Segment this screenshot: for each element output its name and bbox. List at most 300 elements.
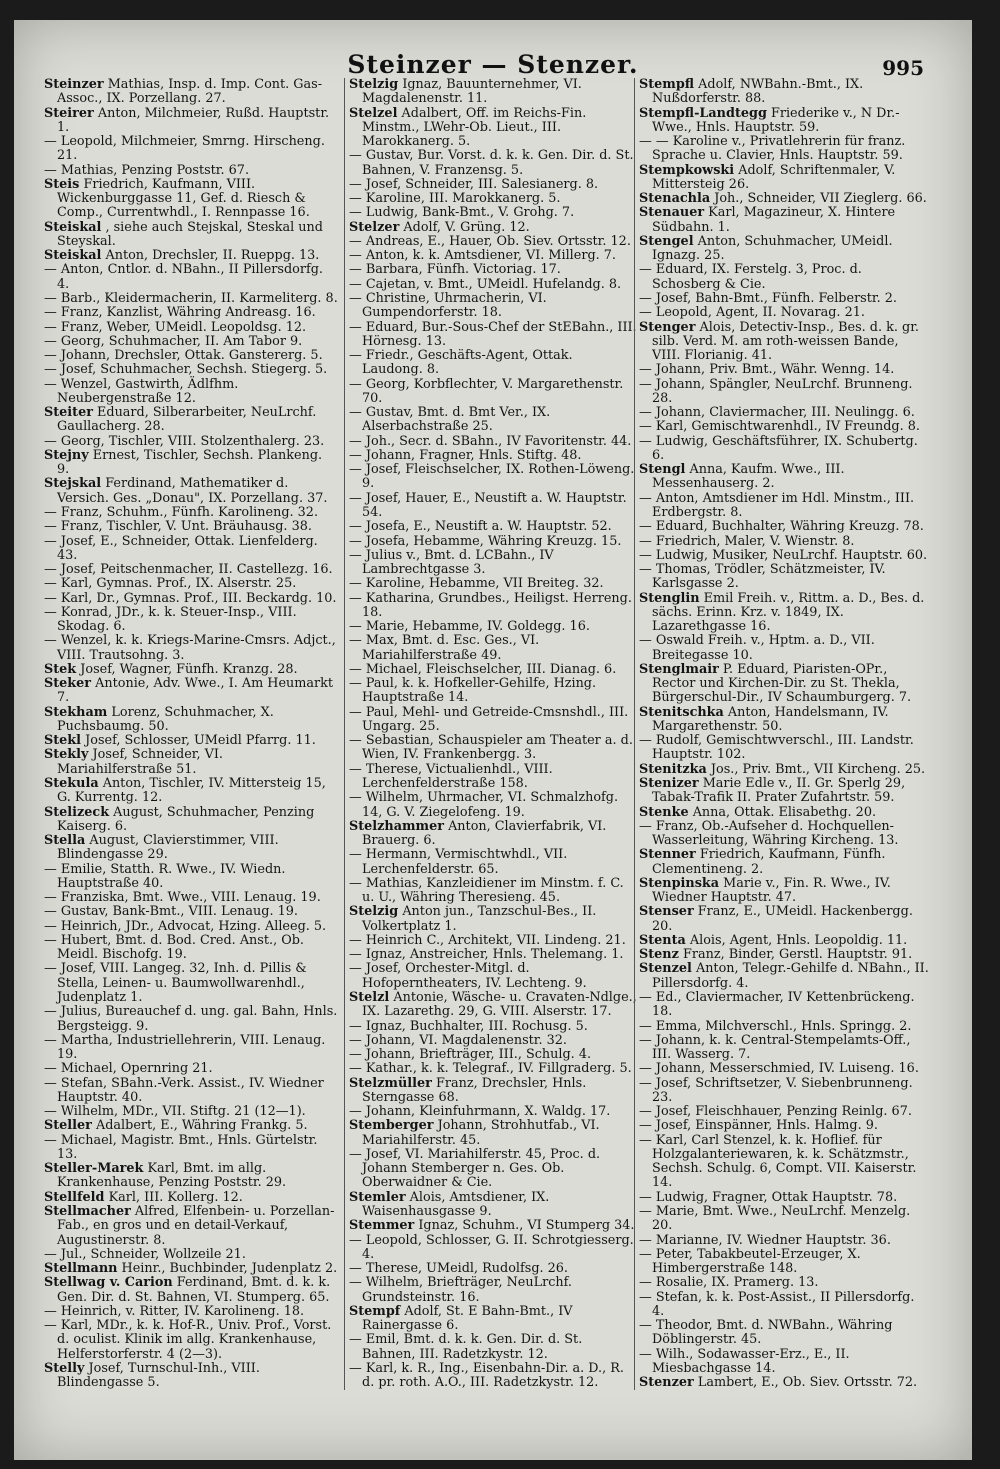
entry-text: — Anton, Cntlor. d. NBahn., II Pillersdorfg. 4. — [44, 262, 323, 292]
directory-entry — [349, 877, 637, 906]
directory-entry — [639, 1348, 929, 1377]
entry-text: — Karl, Carl Stenzel, k. k. Hoflief. für Holzgalanteriewaren, k. k. Schätzmstr., Sechsh. Schulg. 6, Compt. VII. Kaiserstr. 14. — [639, 1132, 917, 1191]
entry-text: — Wilhelm, Uhrmacher, VI. Schmalzhofg. 14, G. V. Ziegelofeng. 19. — [349, 790, 619, 820]
directory-entry — [639, 378, 929, 407]
entry-text: — Friedrich, Maler, V. Wienstr. 8. — [639, 533, 855, 549]
entry-text: Anton, Tischler, IV. Mittersteig 15, G. Kurrentg. 12. — [57, 776, 326, 806]
directory-entry — [639, 1234, 929, 1248]
entry-text: Adalbert, E., Währing Frankg. 5. — [95, 1118, 308, 1134]
directory-entry — [349, 492, 637, 521]
directory-entry — [44, 777, 338, 806]
entry-text: — Franz, Weber, UMeidl. Leopoldsg. 12. — [44, 319, 307, 335]
entry-text: — Johann, Drechsler, Ottak. Ganstererg. 5. — [44, 348, 323, 364]
entry-text: Anton, Handelsmann, IV. Margarethenstr. 50. — [652, 704, 889, 734]
entry-text: — Johann, Messerschmied, IV. Luiseng. 16. — [639, 1061, 919, 1077]
column-1 — [44, 78, 338, 1390]
entry-text: , siehe auch Stejskal, Steskal und Steyskal. — [57, 219, 323, 249]
entry-text: Franz, Binder, Gerstl. Hauptstr. 91. — [682, 947, 913, 963]
entry-text: Franz, Drechsler, Hnls. Sterngasse 68. — [362, 1075, 587, 1105]
directory-entry — [349, 349, 637, 378]
directory-entry — [349, 1077, 637, 1106]
entry-surname: Stenglin — [639, 590, 700, 606]
directory-entry — [44, 863, 338, 892]
entry-text: — Ed., Claviermacher, IV Kettenbrückeng. 18. — [639, 990, 915, 1020]
directory-entry — [349, 235, 637, 249]
directory-entry — [44, 1362, 338, 1391]
directory-entry — [349, 535, 637, 549]
directory-entry — [639, 363, 929, 377]
directory-entry — [44, 306, 338, 320]
directory-entry — [349, 1191, 637, 1220]
directory-entry — [639, 1205, 929, 1234]
column-3 — [634, 78, 929, 1390]
entry-text: — Cajetan, v. Bmt., UMeidl. Hufelandg. 8. — [349, 276, 622, 292]
entry-surname: Steller-Marek — [44, 1161, 144, 1177]
entry-surname: Stenglmair — [639, 661, 719, 677]
directory-entry — [44, 1305, 338, 1319]
entry-text: — Julius v., Bmt. d. LCBahn., IV Lambrechtgasse 3. — [349, 547, 554, 578]
directory-entry — [44, 663, 338, 677]
directory-entry — [44, 292, 338, 306]
entry-text: — Sebastian, Schauspieler am Theater a. d. Wien, IV. Frankenbergg. 3. — [349, 733, 633, 763]
entry-text: — Eduard, Bur.-Sous-Chef der StEBahn., III. Hörnesg. 13. — [349, 319, 637, 349]
directory-entry — [349, 1020, 637, 1034]
directory-entry — [639, 463, 929, 492]
entry-text: Josef, Turnschul-Inh., VIII. Blindengasse 5. — [57, 1360, 260, 1391]
entry-text: — Karoline, III. Marokkanerg. 5. — [349, 191, 561, 207]
directory-entry — [44, 506, 338, 520]
entry-surname: Stenger — [639, 319, 696, 335]
entry-text: Ferdinand, Mathematiker d. Versich. Ges. „Donau", IX. Porzellang. 37. — [57, 476, 328, 506]
directory-entry — [639, 763, 929, 777]
entry-text: — Konrad, JDr., k. k. Steuer-Insp., VIII. Skodag. 6. — [44, 604, 297, 635]
entry-text: — Therese, UMeidl, Rudolfsg. 26. — [349, 1261, 569, 1277]
entry-text: Lambert, E., Ob. Siev. Ortsstr. 72. — [697, 1375, 918, 1391]
directory-entry — [639, 1319, 929, 1348]
entry-text: — Karl, Gemischtwarenhdl., IV Freundg. 8. — [639, 419, 920, 435]
entry-text: Mathias, Insp. d. Imp. Cont. Gas-Assoc., IX. Porzellang. 27. — [57, 77, 323, 107]
directory-entry — [44, 734, 338, 748]
directory-entry — [639, 1376, 929, 1390]
entry-text: — Joh., Secr. d. SBahn., IV Favoritenstr. 44. — [349, 433, 632, 449]
directory-entry — [349, 577, 637, 591]
directory-entry — [349, 1262, 637, 1276]
directory-entry — [639, 592, 929, 635]
directory-entry — [639, 706, 929, 735]
entry-text: Alois, Amtsdiener, IX. Waisenhausgasse 9. — [362, 1189, 550, 1219]
directory-entry — [44, 349, 338, 363]
entry-text: — Marie, Bmt. Wwe., NeuLrchf. Menzelg. 20. — [639, 1203, 911, 1234]
entry-text: Adolf, NWBahn.-Bmt., IX. Nußdorferstr. 88. — [652, 77, 864, 107]
entry-text: — Emilie, Statth. R. Wwe., IV. Wiedn. Hauptstraße 40. — [44, 861, 286, 891]
directory-entry — [44, 321, 338, 335]
entry-text: — Anton, k. k. Amtsdiener, VI. Millerg. 7. — [349, 248, 616, 264]
directory-entry — [44, 1248, 338, 1262]
entry-text: — Johann, VI. Magdalenenstr. 32. — [349, 1032, 567, 1048]
directory-entry — [44, 1262, 338, 1276]
entry-text: Anton, Schuhmacher, UMeidl. Ignazg. 25. — [652, 233, 893, 264]
directory-entry — [349, 249, 637, 263]
directory-entry — [639, 406, 929, 420]
directory-entry — [639, 1020, 929, 1034]
entry-text: — Josef, Fleischhauer, Penzing Reinlg. 67. — [639, 1104, 912, 1120]
directory-entry — [349, 763, 637, 792]
directory-entry — [44, 891, 338, 905]
directory-entry — [44, 563, 338, 577]
entry-surname: Stenizer — [639, 776, 699, 792]
entry-text: — Rosalie, IX. Pramerg. 13. — [639, 1275, 819, 1291]
directory-entry — [349, 206, 637, 220]
entry-surname: Stenitschka — [639, 704, 724, 720]
page-number: 995 — [882, 56, 924, 80]
directory-entry — [44, 577, 338, 591]
entry-text: — Josef, VIII. Langeg. 32, Inh. d. Pillis & Stella, Leinen- u. Baumwollwarenhdl., Judenplatz 1. — [44, 961, 307, 1005]
entry-text: Marie Edle v., II. Gr. Sperlg 29, Tabak-Trafik II. Prater Zufahrtstr. 59. — [652, 776, 906, 806]
entry-text: — Johann, Kleinfuhrmann, X. Waldg. 17. — [349, 1104, 611, 1120]
entry-text: Alois, Detectiv-Insp., Bes. d. k. gr. silb. Verd. M. am roth-weissen Bande, VIII. Florianig. 41. — [652, 319, 919, 364]
directory-entry — [639, 1105, 929, 1119]
entry-text: — Josef, Schuhmacher, Sechsh. Stiegerg. 5. — [44, 362, 328, 378]
entry-surname: Stelizeck — [44, 804, 110, 820]
entry-text: — Wilh., Sodawasser-Erz., E., II. Miesbachgasse 14. — [639, 1346, 850, 1376]
entry-surname: Stenauer — [639, 205, 705, 221]
entry-text: — Kathar., k. k. Telegraf., IV. Fillgraderg. 5. — [349, 1061, 632, 1077]
entry-text: — Emil, Bmt. d. k. k. Gen. Dir. d. St. Bahnen, III. Radetzkystr. 12. — [349, 1332, 583, 1362]
entry-text: — Mathias, Penzing Poststr. 67. — [44, 162, 250, 178]
entry-text: — Franziska, Bmt. Wwe., VIII. Lenaug. 19. — [44, 890, 321, 906]
entry-text: — Johann, k. k. Central-Stempelamts-Off., III. Wasserg. 7. — [639, 1032, 911, 1063]
directory-entry — [349, 1362, 637, 1391]
directory-entry — [44, 535, 338, 564]
directory-entry — [44, 806, 338, 835]
entry-text: — Josefa, E., Neustift a. W. Hauptstr. 52. — [349, 519, 612, 535]
entry-text: Karl, Magazineur, X. Hintere Südbahn. 1. — [652, 205, 896, 235]
entry-surname: Steiter — [44, 405, 93, 421]
directory-entry — [349, 592, 637, 621]
entry-text: — Georg, Korbflechter, V. Margarethenstr. 70. — [349, 376, 624, 406]
entry-surname: Stelly — [44, 1360, 85, 1376]
entry-surname: Stempf — [349, 1303, 401, 1319]
entry-surname: Stella — [44, 833, 86, 849]
directory-entry — [349, 278, 637, 292]
entry-surname: Stenz — [639, 947, 679, 963]
entry-surname: Stejskal — [44, 476, 102, 492]
entry-surname: Stekl — [44, 733, 82, 749]
directory-entry — [639, 306, 929, 320]
directory-entry — [639, 991, 929, 1020]
directory-entry — [44, 1105, 338, 1119]
entry-surname: Stempkowski — [639, 162, 735, 178]
entry-text: Adolf, V. Grüng. 12. — [403, 219, 530, 235]
column-2 — [344, 78, 637, 1390]
entry-text: August, Clavierstimmer, VIII. Blindengasse 29. — [57, 833, 279, 863]
entry-text: — Johann, Priv. Bmt., Währ. Wenng. 14. — [639, 362, 895, 378]
entry-text: — Katharina, Grundbes., Heiligst. Herreng. 18. — [349, 590, 632, 620]
entry-text: Josef, Wagner, Fünfh. Kranzg. 28. — [80, 661, 298, 677]
directory-entry — [44, 1077, 338, 1106]
directory-entry — [44, 834, 338, 863]
directory-entry — [44, 748, 338, 777]
directory-entry — [639, 734, 929, 763]
entry-surname: Stenachla — [639, 191, 711, 207]
entry-surname: Stelzig — [349, 77, 399, 92]
entry-surname: Stempfl-Landtegg — [639, 105, 767, 121]
directory-entry — [349, 734, 637, 763]
directory-entry — [349, 706, 637, 735]
entry-text: — Gustav, Bur. Vorst. d. k. k. Gen. Dir. d. St. Bahnen, V. Franzensg. 5. — [349, 148, 634, 178]
entry-text: — Franz, Schuhm., Fünfh. Karolineng. 32. — [44, 504, 319, 520]
entry-text: Marie v., Fin. R. Wwe., IV. Wiedner Hauptstr. 47. — [652, 875, 891, 906]
directory-entry — [639, 1276, 929, 1290]
directory-entry — [349, 1048, 637, 1062]
entry-text: — Ludwig, Musiker, NeuLrchf. Hauptstr. 60. — [639, 547, 928, 563]
entry-text: Ignaz, Bauunternehmer, VI. Magdalenenstr. 11. — [362, 77, 582, 107]
directory-entry — [639, 520, 929, 534]
directory-entry — [44, 178, 338, 221]
entry-text: — Heinrich, JDr., Advocat, Hzing. Alleeg. 5. — [44, 918, 327, 934]
entry-text: Anton, Telegr.-Gehilfe d. NBahn., II. Pillersdorfg. 4. — [652, 961, 929, 991]
directory-entry — [639, 1191, 929, 1205]
entry-surname: Stenner — [639, 847, 696, 863]
directory-entry — [349, 378, 637, 407]
directory-entry — [639, 78, 929, 107]
entry-text: — Marie, Hebamme, IV. Goldegg. 16. — [349, 619, 590, 635]
entry-surname: Stemberger — [349, 1118, 434, 1134]
entry-surname: Stellwag v. Carion — [44, 1275, 173, 1291]
entry-surname: Steller — [44, 1118, 92, 1134]
entry-surname: Stenke — [639, 804, 689, 820]
entry-text: — Johann, Fragner, Hnls. Stiftg. 48. — [349, 447, 582, 463]
directory-entry — [639, 1077, 929, 1106]
entry-text: Ignaz, Schuhm., VI Stumperg 34. — [418, 1218, 635, 1234]
directory-entry — [639, 263, 929, 292]
entry-text: Ernest, Tischler, Sechsh. Plankeng. 9. — [57, 447, 323, 478]
directory-entry — [639, 563, 929, 592]
entry-surname: Stempfl — [639, 77, 695, 92]
entry-text: — Franz, Tischler, V. Unt. Bräuhausg. 38. — [44, 519, 312, 535]
entry-surname: Stemler — [349, 1189, 406, 1205]
entry-text: — Michael, Opernring 21. — [44, 1061, 213, 1077]
entry-text: Adolf, St. E Bahn-Bmt., IV Rainergasse 6. — [362, 1303, 573, 1334]
directory-entry — [349, 406, 637, 435]
entry-text: — Leopold, Milchmeier, Smrng. Hirscheng. 21. — [44, 134, 325, 164]
entry-surname: Stenpinska — [639, 875, 720, 891]
directory-entry — [349, 449, 637, 463]
directory-entry — [44, 1205, 338, 1248]
entry-text: Alois, Agent, Hnls. Leopoldig. 11. — [689, 932, 908, 948]
entry-surname: Stellmacher — [44, 1203, 131, 1219]
directory-entry — [349, 791, 637, 820]
entry-text: — Theodor, Bmt. d. NWBahn., Währing Döblingerstr. 45. — [639, 1318, 893, 1348]
directory-entry — [349, 962, 637, 991]
entry-text: — Franz, Kanzlist, Währing Andreasg. 16. — [44, 305, 316, 321]
directory-entry — [44, 164, 338, 178]
entry-surname: Stellmann — [44, 1261, 118, 1277]
directory-entry — [639, 948, 929, 962]
entry-text: — Wilhelm, MDr., VII. Stiftg. 21 (12—1). — [44, 1104, 306, 1120]
entry-text: P. Eduard, Piaristen-OPr., Rector und Kirchen-Dir. zu St. Thekla, Bürgerschul-Dir., IV Schaumburgerg. 7. — [652, 661, 912, 706]
entry-text: — Josefa, Hebamme, Währing Kreuzg. 15. — [349, 533, 622, 549]
directory-entry — [44, 435, 338, 449]
entry-surname: Stelzel — [349, 105, 398, 121]
entry-text: — Josef, Bahn-Bmt., Fünfh. Felberstr. 2. — [639, 290, 897, 306]
directory-entry — [349, 1105, 637, 1119]
entry-surname: Stenta — [639, 932, 686, 948]
directory-entry — [44, 934, 338, 963]
entry-text: — Peter, Tabakbeutel-Erzeuger, X. Himbergerstraße 148. — [639, 1246, 861, 1277]
directory-entry — [639, 1034, 929, 1063]
entry-text: — Georg, Schuhmacher, II. Am Tabor 9. — [44, 333, 303, 349]
entry-text: — Mathias, Kanzleidiener im Minstm. f. C. u. U., Währing Theresieng. 45. — [349, 875, 624, 906]
directory-page — [14, 20, 972, 1460]
entry-text: — Josef, Schneider, III. Salesianerg. 8. — [349, 176, 599, 192]
entry-text: — Friedr., Geschäfts-Agent, Ottak. Laudong. 8. — [349, 348, 573, 378]
entry-text: Friedrich, Kaufmann, Fünfh. Clementineng. 2. — [652, 847, 886, 877]
directory-entry — [349, 1305, 637, 1334]
entry-text: — Karl, Dr., Gymnas. Prof., III. Beckardg. 10. — [44, 590, 337, 606]
directory-entry — [639, 1291, 929, 1320]
directory-entry — [349, 107, 637, 150]
directory-entry — [639, 292, 929, 306]
entry-surname: Stengl — [639, 462, 686, 478]
entry-text: — Julius, Bureauchef d. ung. gal. Bahn, Hnls. Bergsteigg. 9. — [44, 1004, 338, 1034]
entry-text: Anna, Ottak. Elisabethg. 20. — [692, 804, 877, 820]
directory-entry — [639, 321, 929, 364]
directory-entry — [639, 934, 929, 948]
running-head: Steinzer — Stenzer. — [347, 50, 639, 79]
entry-text: — Josef, Hauer, E., Neustift a. W. Hauptstr. 54. — [349, 490, 627, 520]
entry-surname: Stemmer — [349, 1218, 415, 1234]
entry-text: August, Schuhmacher, Penzing Kaiserg. 6. — [57, 804, 315, 834]
directory-entry — [44, 263, 338, 292]
entry-text: — Hermann, Vermischtwhdl., VII. Lerchenfelderstr. 65. — [349, 847, 568, 877]
entry-text: — Ignaz, Buchhalter, III. Rochusg. 5. — [349, 1018, 588, 1034]
entry-text: — Therese, Victualienhdl., VIII. Lerchenfelderstraße 158. — [349, 761, 553, 792]
directory-entry — [639, 777, 929, 806]
directory-entry — [44, 1062, 338, 1076]
entry-surname: Stelzmüller — [349, 1075, 432, 1091]
entry-text: Josef, Schlosser, UMeidl Pfarrg. 11. — [85, 733, 316, 749]
entry-text: Ferdinand, Bmt. d. k. k. Gen. Dir. d. St. Bahnen, VI. Stumperg. 65. — [57, 1275, 331, 1305]
directory-entry — [639, 206, 929, 235]
entry-surname: Steirer — [44, 105, 94, 121]
directory-entry — [44, 1191, 338, 1205]
directory-entry — [44, 335, 338, 349]
directory-entry — [639, 164, 929, 193]
entry-text: — Christine, Uhrmacherin, VI. Gumpendorferstr. 18. — [349, 290, 547, 321]
entry-surname: Stelzl — [349, 990, 390, 1005]
entry-surname: Stenzer — [639, 1375, 694, 1391]
entry-surname: Stekham — [44, 704, 108, 720]
entry-text: Adolf, Schriftenmaler, V. Mittersteig 26. — [652, 162, 896, 192]
entry-text: — Josef, Orchester-Mitgl. d. Hofoperntheaters, IV. Lechteng. 9. — [349, 961, 587, 991]
directory-entry — [349, 192, 637, 206]
entry-text: — — Karoline v., Privatlehrerin für franz. Sprache u. Clavier, Hnls. Hauptstr. 59. — [639, 134, 906, 164]
entry-text: — Andreas, E., Hauer, Ob. Siev. Ortsstr. 12. — [349, 233, 631, 249]
entry-text: — Marianne, IV. Wiedner Hauptstr. 36. — [639, 1232, 891, 1248]
directory-entry — [349, 321, 637, 350]
entry-text: — Josef, Schriftsetzer, V. Siebenbrunneng. 23. — [639, 1075, 913, 1105]
entry-text: Joh., Schneider, VII Zieglerg. 66. — [714, 191, 927, 207]
directory-entry — [44, 962, 338, 1005]
directory-entry — [349, 1034, 637, 1048]
entry-text: — Heinrich, v. Ritter, IV. Karolineng. 18. — [44, 1303, 305, 1319]
directory-entry — [44, 1162, 338, 1191]
directory-entry — [44, 1276, 338, 1305]
entry-text: Emil Freih. v., Rittm. a. D., Bes. d. sächs. Erinn. Krz. v. 1849, IX. Lazarethgasse 16. — [652, 590, 925, 635]
entry-text: — Martha, Industriellehrerin, VIII. Lenaug. 19. — [44, 1032, 326, 1063]
directory-entry — [44, 78, 338, 107]
entry-text: — Johann, Spängler, NeuLrchf. Brunneng. 28. — [639, 376, 913, 406]
entry-text: — Wenzel, k. k. Kriegs-Marine-Cmsrs. Adjct., VIII. Trautsohng. 3. — [44, 633, 336, 663]
entry-text: — Hubert, Bmt. d. Bod. Cred. Anst., Ob. Meidl. Bischofg. 19. — [44, 932, 304, 963]
directory-entry — [349, 1333, 637, 1362]
directory-entry — [639, 663, 929, 706]
directory-entry — [349, 435, 637, 449]
entry-text: — Wenzel, Gastwirth, Ädlfhm. Neubergenstraße 12. — [44, 376, 239, 406]
entry-text: — Michael, Magistr. Bmt., Hnls. Gürtelstr. 13. — [44, 1132, 318, 1162]
entry-text: Anton, Clavierfabrik, VI. Brauerg. 6. — [362, 818, 607, 849]
entry-text: — Leopold, Agent, II. Novarag. 21. — [639, 305, 865, 321]
entry-surname: Stelzhammer — [349, 818, 444, 834]
directory-entry — [349, 1062, 637, 1076]
entry-text: — Ludwig, Fragner, Ottak Hauptstr. 78. — [639, 1189, 898, 1205]
entry-surname: Stelzer — [349, 219, 400, 235]
entry-text: — Eduard, IX. Ferstelg. 3, Proc. d. Schosberg & Cie. — [639, 262, 862, 292]
entry-text: — Stefan, SBahn.-Verk. Assist., IV. Wiedner Hauptstr. 40. — [44, 1075, 324, 1105]
entry-text: — Franz, Ob.-Aufseher d. Hochquellen-Wasserleitung, Währing Kircheng. 13. — [639, 818, 899, 849]
entry-surname: Steiskal — [44, 248, 102, 264]
entry-text: — Ignaz, Anstreicher, Hnls. Thelemang. 1. — [349, 947, 624, 963]
entry-text: — Gustav, Bank-Bmt., VIII. Lenaug. 19. — [44, 904, 298, 920]
directory-entry — [44, 363, 338, 377]
directory-entry — [639, 235, 929, 264]
entry-text: — Paul, Mehl- und Getreide-Cmsnshdl., III. Ungarg. 25. — [349, 704, 629, 734]
directory-entry — [44, 905, 338, 919]
entry-surname: Steinzer — [44, 77, 104, 92]
directory-entry — [44, 606, 338, 635]
directory-entry — [349, 848, 637, 877]
directory-entry — [639, 492, 929, 521]
entry-text: — Karoline, Hebamme, VII Breiteg. 32. — [349, 576, 604, 592]
entry-text: Anton jun., Tanzschul-Bes., II. Volkertplatz 1. — [362, 904, 597, 934]
directory-entry — [639, 905, 929, 934]
directory-entry — [44, 1134, 338, 1163]
entry-text: — Ludwig, Geschäftsführer, IX. Schubertg. 6. — [639, 433, 918, 463]
directory-entry — [349, 1234, 637, 1263]
entry-text: — Michael, Fleischselcher, III. Dianag. 6. — [349, 661, 617, 677]
entry-text: Anton, Drechsler, II. Rueppg. 13. — [105, 248, 320, 264]
entry-text: Friederike v., N Dr.-Wwe., Hnls. Hauptstr. 59. — [652, 105, 900, 135]
directory-entry — [44, 406, 338, 435]
entry-text: — Rudolf, Gemischtwverschl., III. Landstr. Hauptstr. 102. — [639, 733, 914, 763]
entry-text: — Gustav, Bmt. d. Bmt Ver., IX. Alserbachstraße 25. — [349, 405, 551, 435]
entry-text: — Oswald Freih. v., Hptm. a. D., VII. Breitegasse 10. — [639, 633, 875, 663]
entry-surname: Stejny — [44, 447, 89, 463]
directory-entry — [44, 1319, 338, 1362]
directory-entry — [639, 420, 929, 434]
entry-surname: Stenser — [639, 904, 694, 920]
directory-entry — [349, 463, 637, 492]
entry-text: Josef, Schneider, VI. Mariahilferstraße 51. — [57, 747, 223, 777]
entry-text: — Josef, VI. Mariahilferstr. 45, Proc. d. Johann Stemberger n. Ges. Ob. Oberwaidner & Cie. — [349, 1146, 601, 1191]
directory-entry — [639, 549, 929, 563]
directory-entry — [349, 677, 637, 706]
entry-text: Karl, Bmt. im allg. Krankenhause, Penzing Poststr. 29. — [57, 1161, 287, 1191]
entry-text: — Josef, Fleischselcher, IX. Rothen-Löweng. 9. — [349, 462, 635, 492]
directory-entry — [349, 1148, 637, 1191]
entry-text: — Josef, Einspänner, Hnls. Halmg. 9. — [639, 1118, 878, 1134]
